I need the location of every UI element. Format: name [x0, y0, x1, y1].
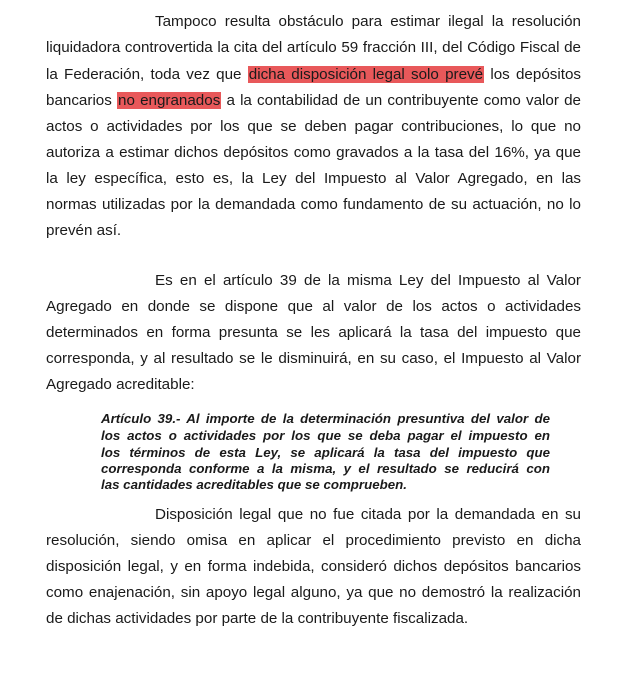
paragraph3-line4: como enajenación, sin apoyo legal alguno, ya que no demostró la realización: [46, 584, 581, 601]
paragraph3-line5: de dichas actividades por parte de la contribuyente fiscalizada.: [46, 610, 469, 627]
quote-line4: corresponda conforme a la misma, y el resultado se reducirá con: [101, 461, 550, 476]
quote-line5: las cantidades acreditables que se comprueben.: [101, 477, 407, 492]
paragraph2-line3: determinados en forma presunta se les aplicará la tasa del impuesto que: [46, 324, 581, 341]
line4-text-after: a la contabilidad de un contribuyente como valor de: [221, 92, 581, 109]
paragraph1-line9: prevén así.: [46, 222, 122, 239]
paragraph1-line6: autoriza a estimar dichos depósitos como gravados a la tasa del 16%, ya que: [46, 144, 581, 161]
highlighted-text: dicha disposición legal solo prevé: [248, 66, 484, 83]
paragraph3-line2: resolución, siendo omisa en aplicar el procedimiento previsto en dicha: [46, 532, 581, 549]
paragraph1-line7: la ley específica, esto es, la Ley del Impuesto al Valor Agregado, en las: [46, 170, 581, 187]
paragraph3-line1: Disposición legal que no fue citada por la demandada en su: [155, 506, 581, 523]
paragraph1-line5: actos o actividades por los que se deben pagar contribuciones, lo que no: [46, 118, 581, 135]
line3-text-before: la Federación, toda vez que: [46, 66, 248, 83]
highlighted-text: no engranados: [118, 92, 221, 109]
paragraph2-line5: Agregado acreditable:: [46, 376, 195, 393]
quote-line1: Artículo 39.- Al importe de la determinación presuntiva del valor de: [101, 411, 550, 426]
paragraph1-line2: liquidadora controvertida la cita del artículo 59 fracción III, del Código Fiscal de: [46, 39, 581, 56]
paragraph2-line4: corresponda, y al resultado se le disminuirá, en su caso, el Impuesto al Valor: [46, 350, 581, 367]
paragraph1-line4: [46, 88, 581, 114]
paragraph1-line3: [46, 62, 581, 88]
paragraph2-line2: Agregado en donde se dispone que al valor de los actos o actividades: [46, 298, 581, 315]
line4-text-before: bancarios: [46, 92, 118, 109]
paragraph1-line8: normas utilizadas por la demandada como fundamento de su actuación, no lo: [46, 196, 581, 213]
paragraph3-line3: disposición legal, y en forma indebida, consideró dichos depósitos bancarios: [46, 558, 581, 575]
paragraph2-line1: Es en el artículo 39 de la misma Ley del Impuesto al Valor: [155, 272, 581, 289]
quote-line3: los términos de esta Ley, se aplicará la tasa del impuesto que: [101, 445, 550, 460]
line3-text-after: los depósitos: [484, 66, 581, 83]
quote-line2: los actos o actividades por los que se deba pagar el impuesto en: [101, 428, 550, 443]
paragraph1-line1: Tampoco resulta obstáculo para estimar ilegal la resolución: [155, 13, 581, 30]
